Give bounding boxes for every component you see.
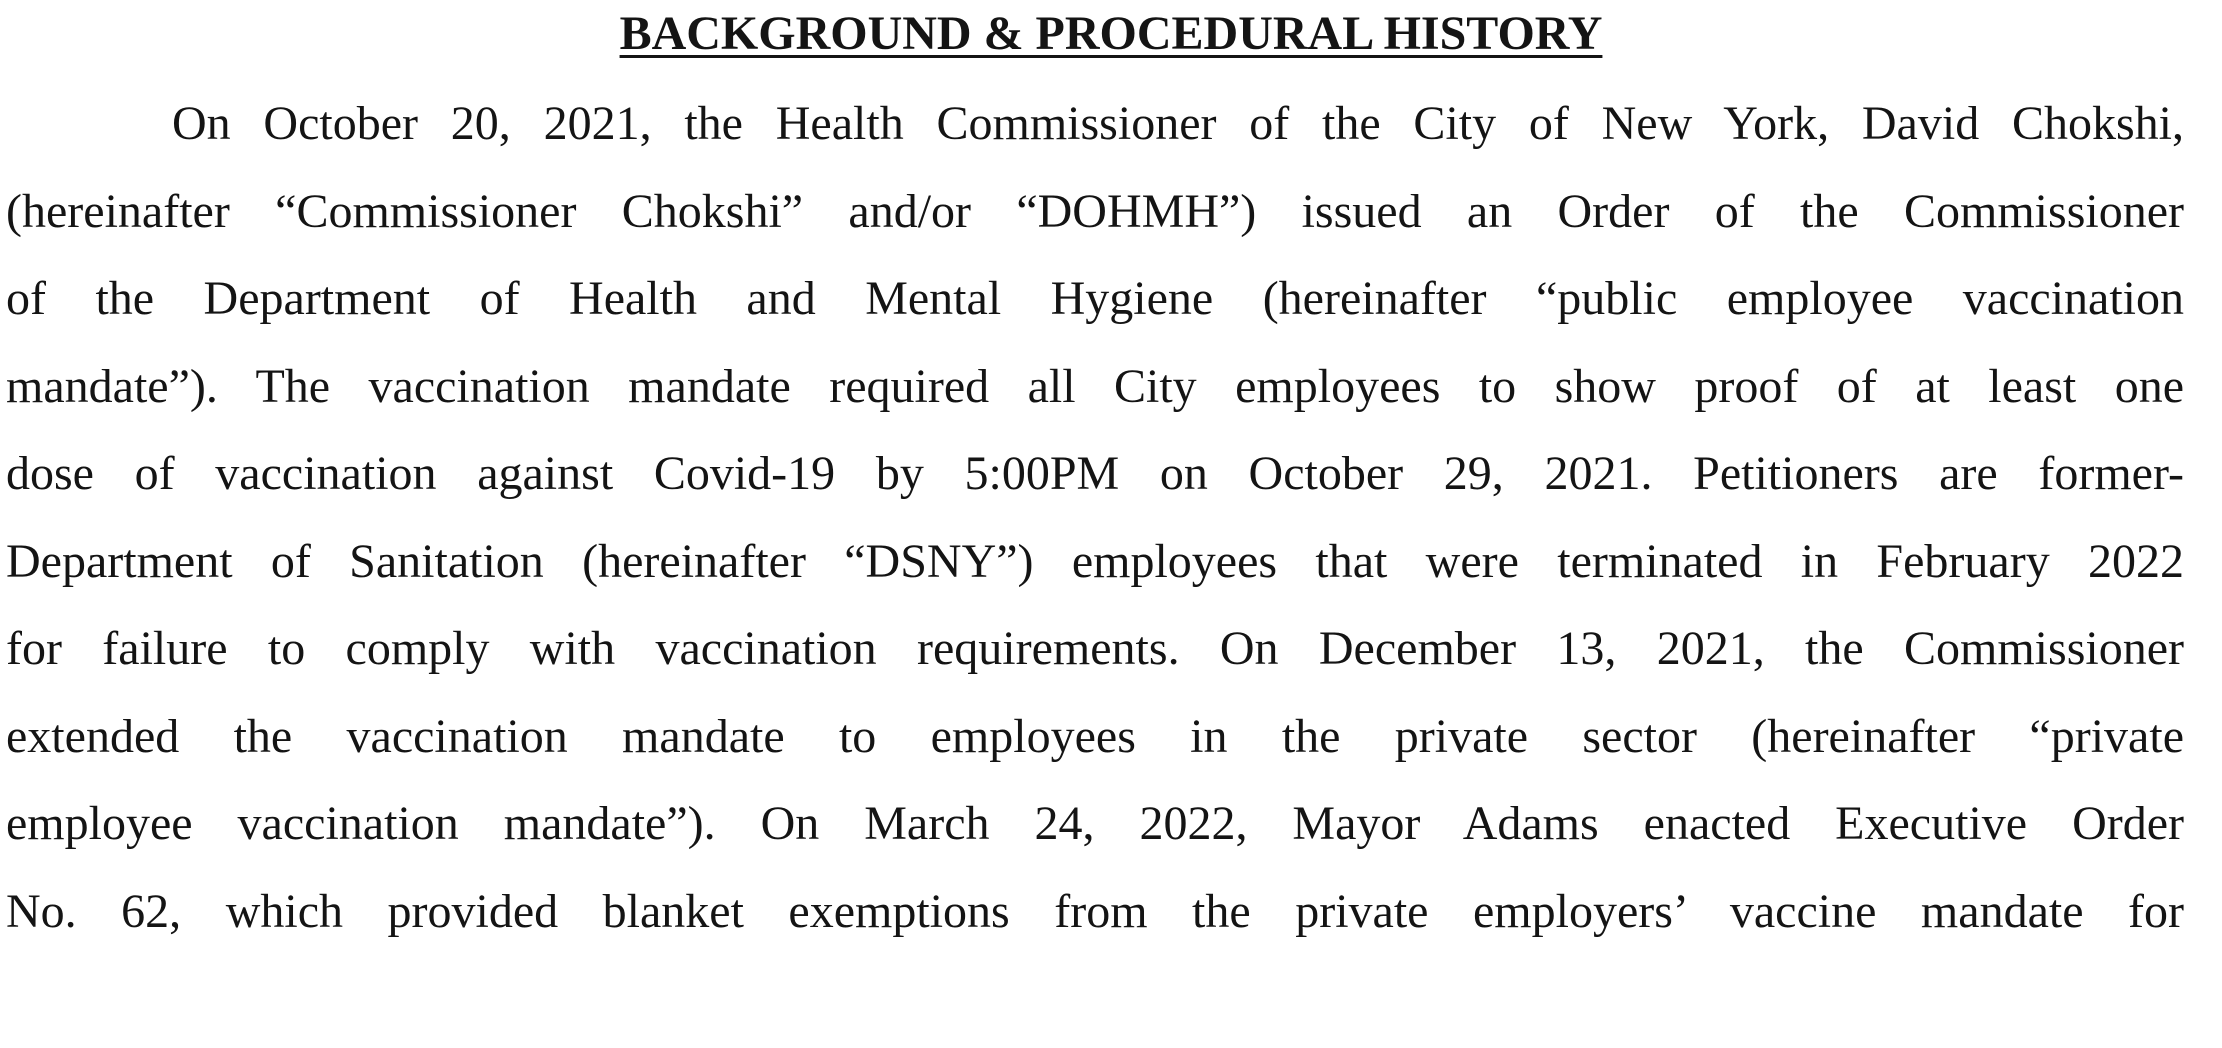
paragraph-line-7: for failure to comply with vaccination requirements. On December 13, 2021, the Commissioner	[6, 622, 2184, 675]
paragraph-line-5: dose of vaccination against Covid-19 by 5:00PM on October 29, 2021. Petitioners are former-	[6, 447, 2184, 500]
paragraph-line-6: Department of Sanitation (hereinafter “DSNY”) employees that were terminated in February 2022	[6, 535, 2184, 588]
paragraph-line-1: On October 20, 2021, the Health Commissioner of the City of New York, David Chokshi,	[172, 97, 2184, 150]
section-heading: BACKGROUND & PROCEDURAL HISTORY	[619, 7, 1603, 60]
paragraph-line-2: (hereinafter “Commissioner Chokshi” and/or “DOHMH”) issued an Order of the Commissioner	[6, 185, 2184, 238]
paragraph-line-3: of the Department of Health and Mental Hygiene (hereinafter “public employee vaccination	[6, 272, 2184, 325]
paragraph-line-8: extended the vaccination mandate to employees in the private sector (hereinafter “private	[6, 710, 2184, 763]
paragraph-line-10: No. 62, which provided blanket exemptions from the private employers’ vaccine mandate for	[6, 885, 2184, 938]
paragraph-line-4: mandate”). The vaccination mandate required all City employees to show proof of at least one	[6, 360, 2184, 413]
paragraph-line-9: employee vaccination mandate”). On March 24, 2022, Mayor Adams enacted Executive Order	[6, 797, 2184, 850]
